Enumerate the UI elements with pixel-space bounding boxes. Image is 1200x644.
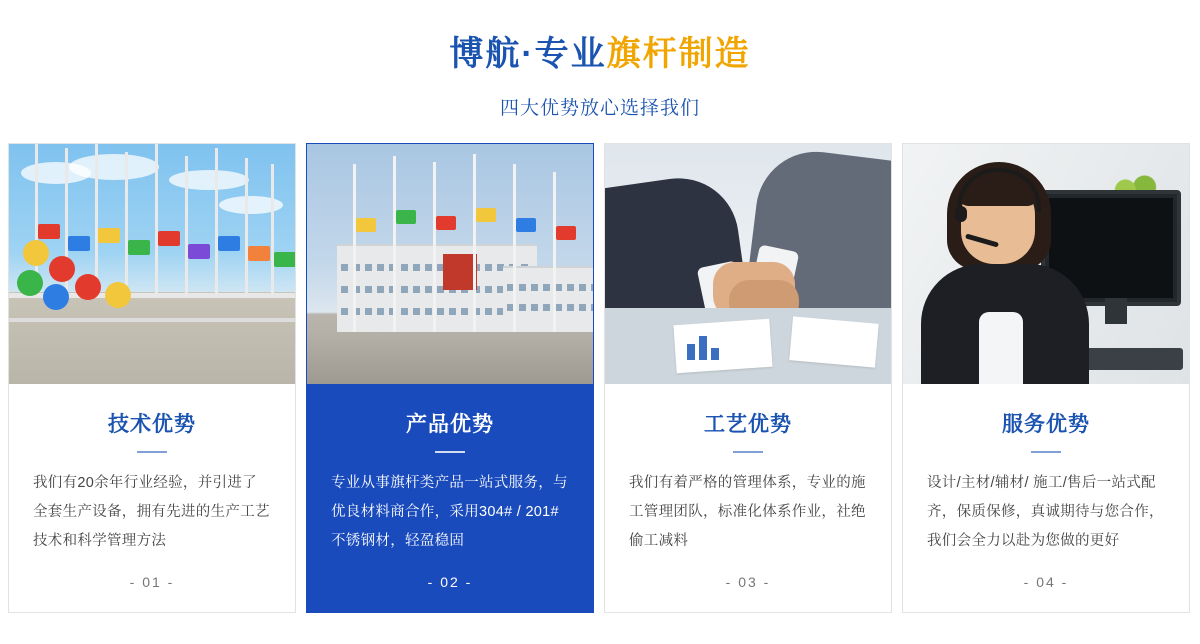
- title-divider: [733, 451, 763, 453]
- card-title: 工艺优势: [704, 413, 792, 436]
- card-body: [903, 384, 1189, 556]
- card-index: - 04 -: [1023, 574, 1069, 590]
- advantage-card[interactable]: [604, 143, 892, 613]
- page-title: [0, 34, 1200, 75]
- title-divider: [137, 451, 167, 453]
- card-description: 设计/主材/辅材/ 施工/售后一站式配齐，保质保修，真诚期待与您合作，我们会全力以赴为您做的更好: [927, 475, 1164, 549]
- section-header: [0, 0, 1200, 120]
- title-divider: [1031, 451, 1061, 453]
- page-title-main: 博航·专业: [449, 35, 607, 73]
- card-body: [9, 384, 295, 556]
- advantage-card[interactable]: [902, 143, 1190, 613]
- card-index: - 03 -: [725, 574, 771, 590]
- card-index: - 01 -: [129, 574, 175, 590]
- card-index: - 02 -: [427, 574, 473, 590]
- factory-flagpoles-photo: [307, 144, 593, 384]
- advantage-card[interactable]: [306, 143, 594, 613]
- card-description: 我们有着严格的管理体系，专业的施工管理团队，标准化体系作业，社绝偷工减料: [629, 475, 866, 549]
- card-body: [605, 384, 891, 556]
- card-title: 服务优势: [1002, 413, 1090, 436]
- title-divider: [435, 451, 465, 453]
- card-description: 专业从事旗杆类产品一站式服务，与优良材料商合作，采用304# / 201#不锈钢材，轻盈稳固: [331, 475, 568, 549]
- card-title: 产品优势: [406, 413, 494, 436]
- page-title-accent: 旗杆制造: [606, 35, 751, 73]
- card-body: [307, 384, 593, 556]
- advantage-card-list: [8, 143, 1190, 613]
- customer-service-photo: [903, 144, 1189, 384]
- card-title: 技术优势: [108, 413, 196, 436]
- card-description: 我们有20余年行业经验，并引进了全套生产设备，拥有先进的生产工艺技术和科学管理方法: [33, 475, 270, 549]
- advantage-card[interactable]: [8, 143, 296, 613]
- flag-plaza-photo: [9, 144, 295, 384]
- handshake-photo: [605, 144, 891, 384]
- page-subtitle: 四大优势放心选择我们: [499, 97, 700, 119]
